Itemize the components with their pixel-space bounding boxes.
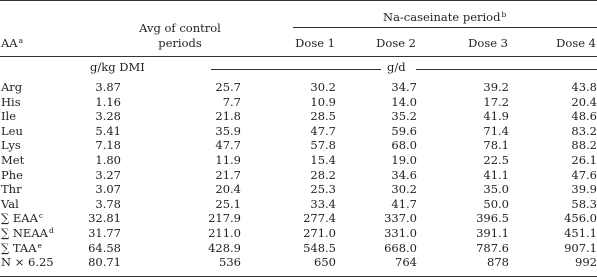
table-cell: 34.7 (391, 80, 417, 94)
table-cell: 28.5 (310, 109, 336, 124)
table-cell: 548.5 (303, 240, 336, 255)
table-cell: 47.7 (215, 138, 241, 153)
table-cell: 57.8 (310, 138, 336, 153)
table-cell: 31.77 (88, 226, 121, 240)
table-cell: 5.41 (95, 123, 121, 138)
table-cell: 88.2 (571, 138, 597, 153)
table-cell: 271.0 (303, 226, 336, 240)
table-cell: 7.7 (222, 94, 241, 109)
table-cell: 41.9 (483, 109, 509, 124)
table-cell: 764 (395, 255, 417, 270)
control-periods-header-line1: Avg of control (139, 21, 221, 35)
table-cell: 428.9 (208, 240, 241, 255)
table-cell: 3.78 (95, 196, 121, 211)
row-label: Lys (1, 138, 21, 153)
table-cell: 25.3 (310, 182, 336, 197)
table-cell: 878 (487, 255, 509, 270)
table-cell: 456.0 (564, 211, 597, 226)
na-caseinate-period-header: Na-caseinate period$^b$ (383, 10, 507, 24)
table-cell: 14.0 (391, 94, 417, 109)
dose-4-header: Dose 4 (556, 36, 596, 50)
table-cell: 39.9 (571, 182, 597, 197)
row-label: N × 6.25 (1, 255, 54, 270)
table-cell: 68.0 (391, 138, 417, 153)
table-cell: 64.58 (88, 240, 121, 255)
control-periods-header-line2: periods (158, 36, 202, 50)
table-cell: 78.1 (483, 138, 509, 153)
table-cell: 992 (575, 255, 597, 270)
table-cell: 21.8 (215, 109, 241, 124)
table-cell: 391.1 (476, 226, 509, 240)
table-cell: 19.0 (391, 153, 417, 167)
table-cell: 3.07 (95, 182, 121, 197)
dose-1-header: Dose 1 (295, 36, 335, 50)
row-label: ∑ NEAA$^d$ (1, 226, 54, 240)
table-cell: 41.7 (391, 196, 417, 211)
table-cell: 211.0 (208, 226, 241, 240)
table-cell: 59.6 (391, 123, 417, 138)
table-cell: 668.0 (384, 240, 417, 255)
unit-right-rule (416, 69, 597, 70)
table-cell: 20.4 (215, 182, 241, 197)
table-cell: 25.7 (215, 80, 241, 94)
table-cell: 396.5 (476, 211, 509, 226)
table-cell: 30.2 (310, 80, 336, 94)
unit-left-rule (211, 69, 381, 70)
table-cell: 30.2 (391, 182, 417, 197)
table-cell: 32.81 (88, 211, 121, 226)
table-cell: 48.6 (571, 109, 597, 124)
table-cell: 787.6 (476, 240, 509, 255)
row-label: Arg (1, 80, 23, 94)
row-label: Leu (1, 123, 23, 138)
table-cell: 35.9 (215, 123, 241, 138)
table-cell: 277.4 (303, 211, 336, 226)
table-cell: 20.4 (571, 94, 597, 109)
dose-2-header: Dose 2 (376, 36, 416, 50)
table-cell: 17.2 (483, 94, 509, 109)
unit-g-per-day: g/d (387, 60, 406, 74)
table-cell: 10.9 (310, 94, 336, 109)
table-cell: 80.71 (88, 255, 121, 270)
unit-g-per-kg-dmi: g/kg DMI (90, 60, 145, 74)
table-cell: 47.6 (571, 167, 597, 182)
table-cell: 907.1 (564, 240, 597, 255)
table-cell: 337.0 (384, 211, 417, 226)
row-label: ∑ EAA$^c$ (1, 211, 44, 226)
row-label: ∑ TAA$^e$ (1, 240, 42, 255)
table-cell: 22.5 (483, 153, 509, 167)
table-cell: 34.6 (391, 167, 417, 182)
table-cell: 3.87 (95, 80, 121, 94)
header-rule (0, 56, 597, 57)
na-period-spanner-rule (293, 27, 597, 28)
table-cell: 83.2 (571, 123, 597, 138)
table-cell: 650 (314, 255, 336, 270)
row-label: Val (1, 196, 19, 211)
table-cell: 1.16 (95, 94, 121, 109)
table-cell: 50.0 (483, 196, 509, 211)
table-cell: 28.2 (310, 167, 336, 182)
aa-column-header: $AA^a$ (1, 36, 24, 50)
table-cell: 58.3 (571, 196, 597, 211)
table-cell: 451.1 (564, 226, 597, 240)
table-cell: 25.1 (215, 196, 241, 211)
table-cell: 47.7 (310, 123, 336, 138)
row-label: Ile (1, 109, 17, 124)
table-cell: 536 (219, 255, 241, 270)
row-label: Met (1, 153, 25, 167)
table-cell: 1.80 (95, 153, 121, 167)
table-cell: 15.4 (310, 153, 336, 167)
table-cell: 71.4 (483, 123, 509, 138)
table-cell: 39.2 (483, 80, 509, 94)
table-cell: 41.1 (483, 167, 509, 182)
row-label: Thr (1, 182, 22, 197)
table-top-rule (0, 0, 597, 1)
row-label: Phe (1, 167, 23, 182)
table-cell: 331.0 (384, 226, 417, 240)
table-cell: 3.27 (95, 167, 121, 182)
dose-3-header: Dose 3 (468, 36, 508, 50)
table-cell: 33.4 (310, 196, 336, 211)
table-cell: 43.8 (571, 80, 597, 94)
table-cell: 21.7 (215, 167, 241, 182)
table-cell: 26.1 (571, 153, 597, 167)
table-cell: 7.18 (95, 138, 121, 153)
table-cell: 217.9 (208, 211, 241, 226)
table-cell: 35.2 (391, 109, 417, 124)
table-cell: 35.0 (483, 182, 509, 197)
table-cell: 3.28 (95, 109, 121, 124)
table-cell: 11.9 (215, 153, 241, 167)
row-label: His (1, 94, 21, 109)
